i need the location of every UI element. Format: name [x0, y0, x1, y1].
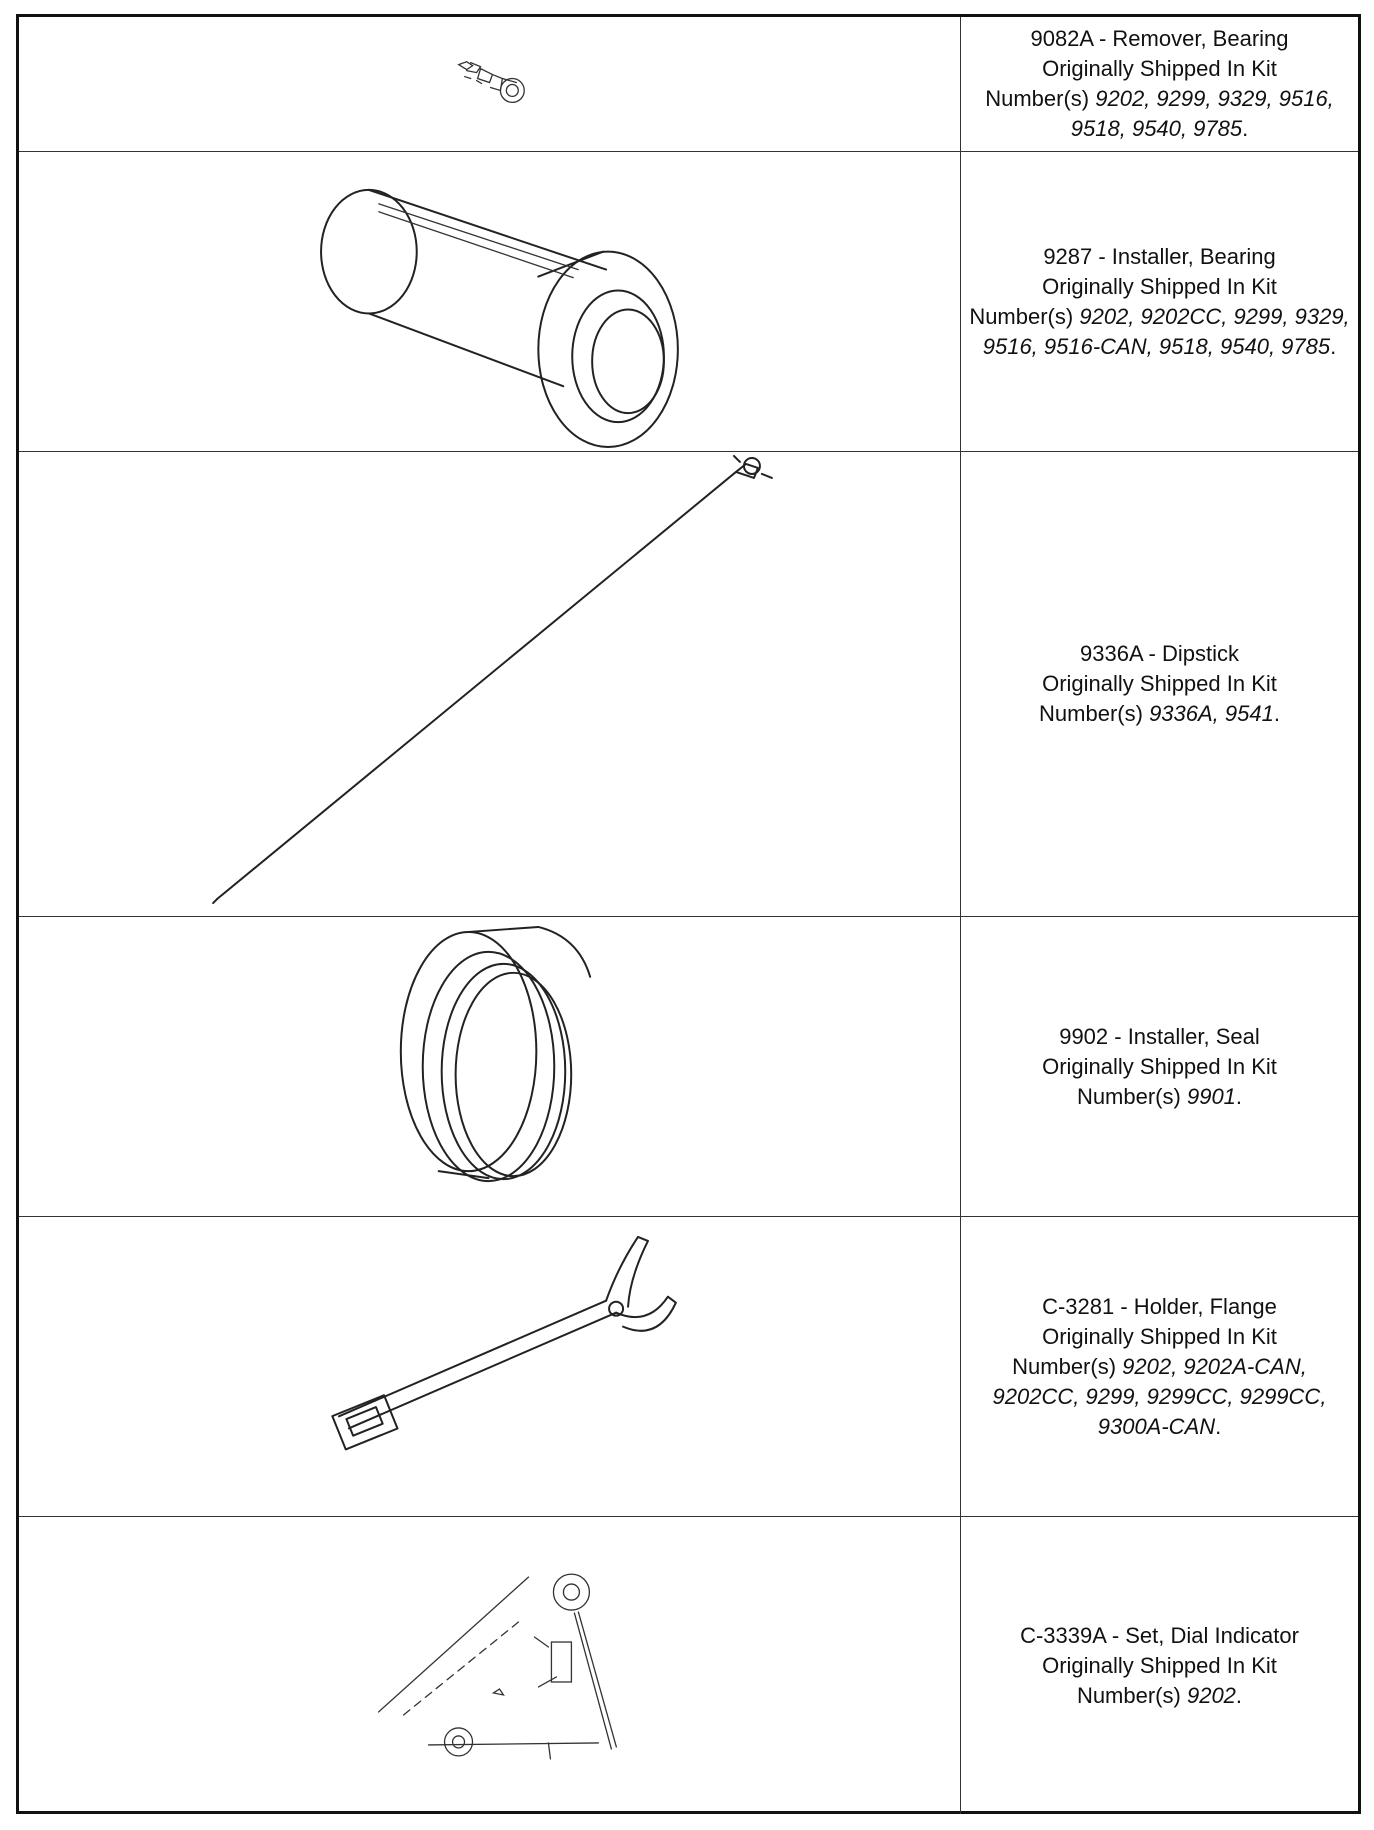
shipped-label: Originally Shipped In Kit — [1042, 1053, 1277, 1079]
numbers-label: Number(s) — [985, 86, 1090, 111]
bearing-installer-icon — [19, 152, 960, 451]
table-row — [19, 152, 1358, 452]
shipped-label: Originally Shipped In Kit — [1042, 671, 1277, 696]
kit-numbers: 9202 — [1186, 1682, 1236, 1708]
kit-numbers: 9202, 9202CC, 9299, 9329, 9516, 9516-CAN, 9518, 9540, 9785 — [982, 303, 1350, 359]
numbers-label: Number(s) — [1039, 701, 1143, 726]
shipped-label: Originally Shipped In Kit — [1042, 56, 1277, 81]
table-row — [19, 17, 1358, 152]
tool-table — [16, 14, 1361, 1814]
image-cell — [19, 1217, 961, 1516]
dial-indicator-set-icon — [19, 1517, 960, 1814]
description-cell: C-3281 - Holder, Flange Originally Shipped In Kit Number(s) 9202, 9202A-CAN, 9202CC, 9299, 9299CC, 9299CC, 9300A-CAN. — [961, 1217, 1358, 1516]
tool-name: 9902 - Installer, Seal — [1059, 1023, 1260, 1049]
image-cell — [19, 17, 961, 151]
image-cell — [19, 917, 961, 1216]
image-cell — [19, 1517, 961, 1814]
table-row — [19, 1217, 1358, 1517]
kit-numbers: 9202, 9299, 9329, 9516, 9518, 9540, 9785 — [1070, 86, 1334, 141]
numbers-label: Number(s) — [1076, 1682, 1181, 1708]
seal-installer-icon — [19, 917, 960, 1216]
kit-numbers: 9202, 9202A-CAN, 9202CC, 9299, 9299CC, 9299CC, 9300A-CAN — [992, 1353, 1327, 1439]
numbers-label: Number(s) — [1076, 1083, 1181, 1109]
tool-name: 9336A - Dipstick — [1080, 641, 1239, 666]
tool-name: 9082A - Remover, Bearing — [1030, 26, 1289, 51]
shipped-label: Originally Shipped In Kit — [1042, 273, 1277, 299]
numbers-label: Number(s) — [969, 303, 1074, 329]
numbers-label: Number(s) — [1012, 1353, 1117, 1379]
tool-name: C-3339A - Set, Dial Indicator — [1020, 1622, 1299, 1648]
shipped-label: Originally Shipped In Kit — [1042, 1652, 1277, 1678]
tool-name: C-3281 - Holder, Flange — [1042, 1293, 1277, 1319]
kit-numbers: 9901 — [1186, 1083, 1236, 1109]
table-row — [19, 1517, 1358, 1814]
shipped-label: Originally Shipped In Kit — [1042, 1323, 1277, 1349]
tool-name: 9287 - Installer, Bearing — [1043, 243, 1276, 269]
description-cell: 9336A - Dipstick Originally Shipped In Kit Number(s) 9336A, 9541. — [1039, 641, 1280, 726]
description-cell: 9287 - Installer, Bearing Originally Shipped In Kit Number(s) 9202, 9202CC, 9299, 9329, 9516, 9516-CAN, 9518, 9540, 9785. — [961, 152, 1358, 451]
flange-holder-icon — [19, 1217, 960, 1516]
description-cell: 9902 - Installer, Seal Originally Shipped In Kit Number(s) 9901. — [1042, 1023, 1277, 1109]
kit-numbers: 9336A, 9541 — [1149, 701, 1274, 726]
description-cell: 9082A - Remover, Bearing Originally Shipped In Kit Number(s) 9202, 9299, 9329, 9516, 9518, 9540, 9785. — [961, 17, 1358, 151]
table-row — [19, 452, 1358, 917]
bearing-remover-icon — [19, 17, 960, 151]
image-cell — [19, 452, 961, 916]
image-cell — [19, 152, 961, 451]
dipstick-icon — [19, 452, 960, 916]
table-row — [19, 917, 1358, 1217]
description-cell: C-3339A - Set, Dial Indicator Originally Shipped In Kit Number(s) 9202. — [1020, 1622, 1299, 1708]
